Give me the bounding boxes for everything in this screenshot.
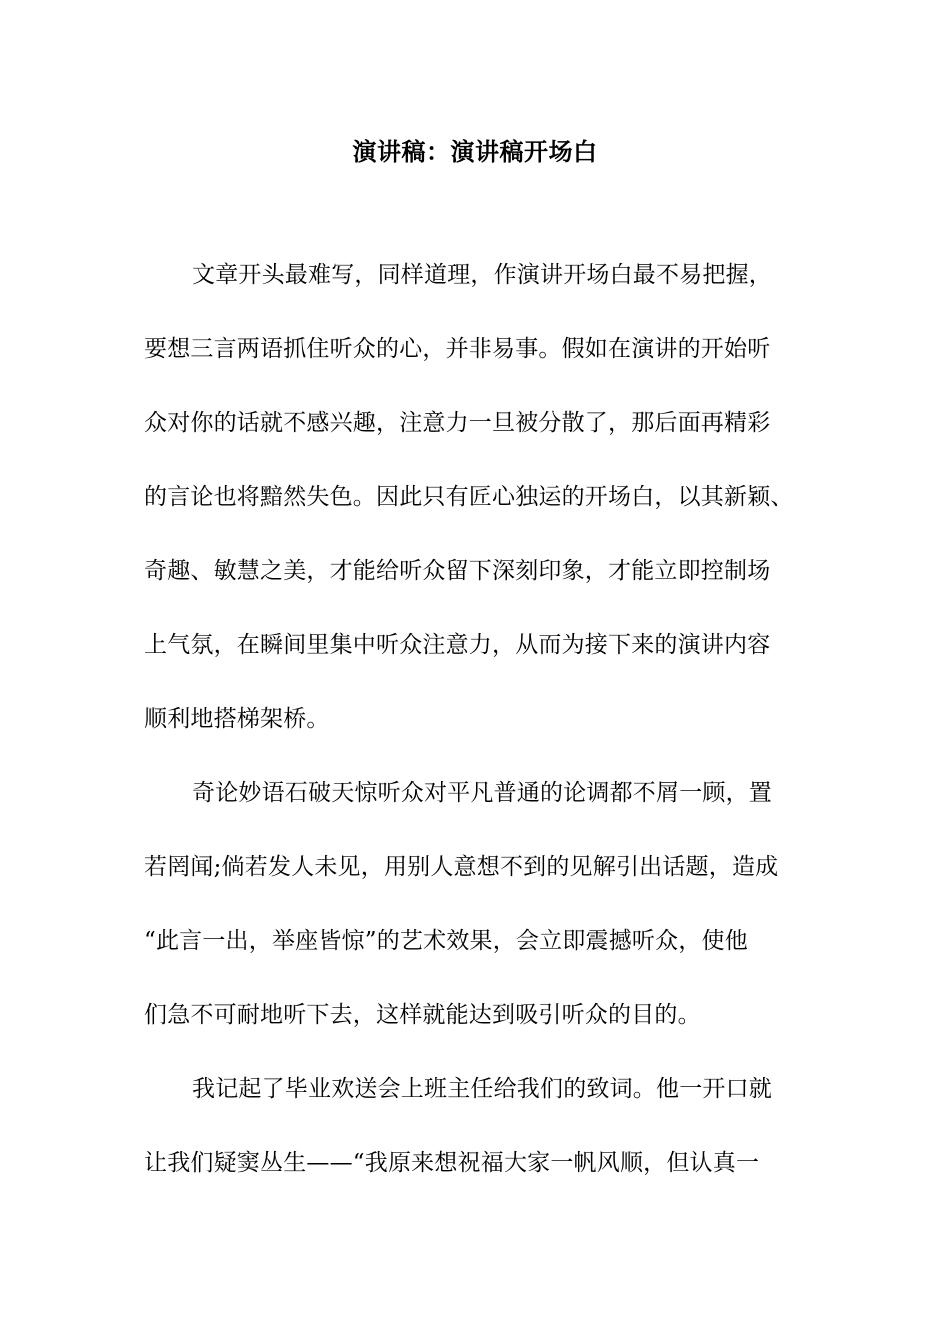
document-body bbox=[144, 257, 814, 1219]
paragraph-line: 上气氛，在瞬间里集中听众注意力，从而为接下来的演讲内容 bbox=[144, 632, 771, 658]
paragraph-line: 众对你的话就不感兴趣，注意力一旦被分散了，那后面再精彩 bbox=[144, 410, 771, 436]
paragraph-line: 奇论妙语石破天惊听众对平凡普通的论调都不屑一顾，置 bbox=[192, 780, 772, 806]
paragraph-line: 文章开头最难写，同样道理，作演讲开场白最不易把握， bbox=[192, 262, 772, 288]
document-title: 演讲稿：演讲稿开场白 bbox=[352, 138, 598, 166]
paragraph-line: 的言论也将黯然失色。因此只有匠心独运的开场白，以其新颖、 bbox=[144, 484, 794, 510]
paragraph-line: “此言一出，举座皆惊”的艺术效果，会立即震撼听众，使他 bbox=[144, 928, 748, 954]
paragraph-line: 要想三言两语抓住听众的心，并非易事。假如在演讲的开始听 bbox=[144, 336, 771, 362]
paragraph-line: 顺利地搭梯架桥。 bbox=[144, 706, 330, 732]
paragraph-line: 们急不可耐地听下去，这样就能达到吸引听众的目的。 bbox=[144, 1002, 701, 1028]
paragraph-line: 奇趣、敏慧之美，才能给听众留下深刻印象，才能立即控制场 bbox=[144, 558, 771, 584]
paragraph-line: 让我们疑窦丛生——“我原来想祝福大家一帆风顺，但认真一 bbox=[144, 1150, 760, 1176]
paragraph-line: 我记起了毕业欢送会上班主任给我们的致词。他一开口就 bbox=[192, 1076, 772, 1102]
paragraph-line: 若罔闻;倘若发人未见，用别人意想不到的见解引出话题，造成 bbox=[144, 854, 779, 880]
